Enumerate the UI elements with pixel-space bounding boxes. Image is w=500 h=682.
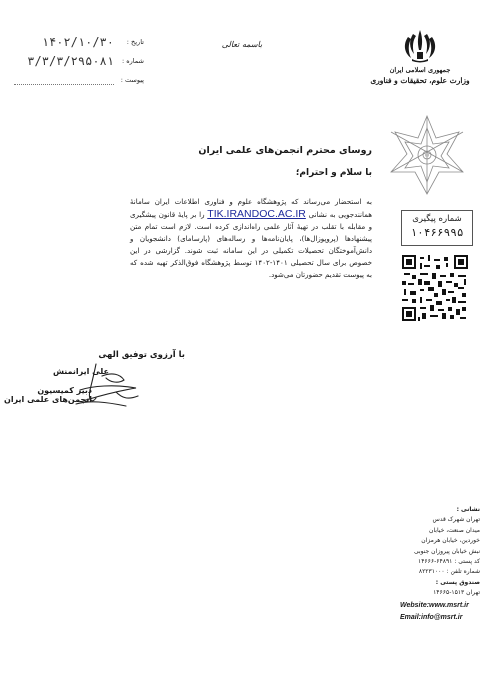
address-line-3: خوردین، خیابان هرمزان <box>421 537 480 545</box>
qr-code-icon <box>402 255 468 321</box>
ministry-title <box>365 66 475 85</box>
website-link[interactable]: Website:www.msrt.ir <box>400 601 469 609</box>
address-label: نشانی : <box>456 506 480 513</box>
letter-body <box>130 196 372 281</box>
number-row <box>14 53 144 69</box>
iran-emblem-icon <box>400 28 440 64</box>
phone-number: شماره تلفن : ۸۲۲۳۱۰۰۰ <box>418 568 480 576</box>
body-text-part-2: را بر پایهٔ قانون پیشگیری و مقابله با تقلب در تهیهٔ آثار علمی راه‌اندازی کرده است. لازم است تمام متن پیشنهادها (پروپوزال‌ها)، پایان‌نامه‌ها و رساله‌های (پارسامای) دانشجویان و دانش‌آموختگان تحصیلات تکمیلی در این سامانه ثبت شوند. گزارشی در این خصوص برای سال تحصیلی ۱۴۰۱-۱۴۰۲ توسط پژوهشگاه فوق‌الذکر تهیه شده که به پیوست تقدیم حضورتان می‌شود. <box>130 210 372 279</box>
ministry-name: وزارت علوم، تحقیقات و فناوری <box>370 76 470 85</box>
signer-title: دبیر کمیسیون انجمن‌های علمی ایران <box>3 386 92 404</box>
greeting: با سلام و احترام؛ <box>295 168 372 178</box>
recipient-heading: روسای محترم انجمن‌های علمی ایران <box>198 145 372 156</box>
handwritten-signature-icon <box>66 360 152 414</box>
date-value: ۱۴۰۲/۱۰/۳۰ <box>41 35 114 49</box>
signer-name: علی ایرانمنش <box>52 367 109 376</box>
attachment-label: پیوست : <box>120 76 144 84</box>
decorative-ornament-icon <box>383 112 471 198</box>
letter-meta <box>14 34 144 91</box>
number-value: ۳/۳/۳/۲۹۵۰۸۱ <box>27 54 114 68</box>
tracking-box <box>401 210 473 246</box>
attachment-row <box>14 72 144 88</box>
tracking-number: ۱۰۴۶۶۹۹۵ <box>410 226 464 239</box>
email-link[interactable]: Email:info@msrt.ir <box>400 614 463 622</box>
po-box-value: تهران ۱۵۱۳-۱۴۶۶۵ <box>433 589 480 597</box>
date-label: تاریخ : <box>126 38 144 46</box>
number-label: شماره : <box>122 57 144 65</box>
postal-code: کد پستی : ۶۴۸۹۱-۱۴۶۶۶ <box>417 558 480 566</box>
tik-irandoc-link[interactable]: TIK.IRANDOC.AC.IR <box>207 208 306 220</box>
address-line-4: نبش خیابان پیروزان جنوبی <box>413 547 480 555</box>
tracking-label: شماره پیگیری <box>412 214 462 224</box>
address-line-1: تهران شهرک قدس <box>432 516 480 524</box>
body-text-part-1: به استحضار می‌رساند که پژوهشگاه علوم و فناوری اطلاعات ایران سامانهٔ همانندجویی به نشانی <box>130 197 373 219</box>
date-row <box>14 34 144 50</box>
address-line-2: میدان صنعت، خیابان <box>429 526 480 534</box>
invocation-text: باسمه تعالی <box>221 40 263 49</box>
attachment-line <box>14 75 114 85</box>
po-box-label: صندوق پستی : <box>435 578 480 586</box>
footer-address <box>400 505 480 623</box>
closing-line: با آرزوی توفیق الهی <box>98 350 185 360</box>
ministry-country: جمهوری اسلامی ایران <box>389 66 451 74</box>
